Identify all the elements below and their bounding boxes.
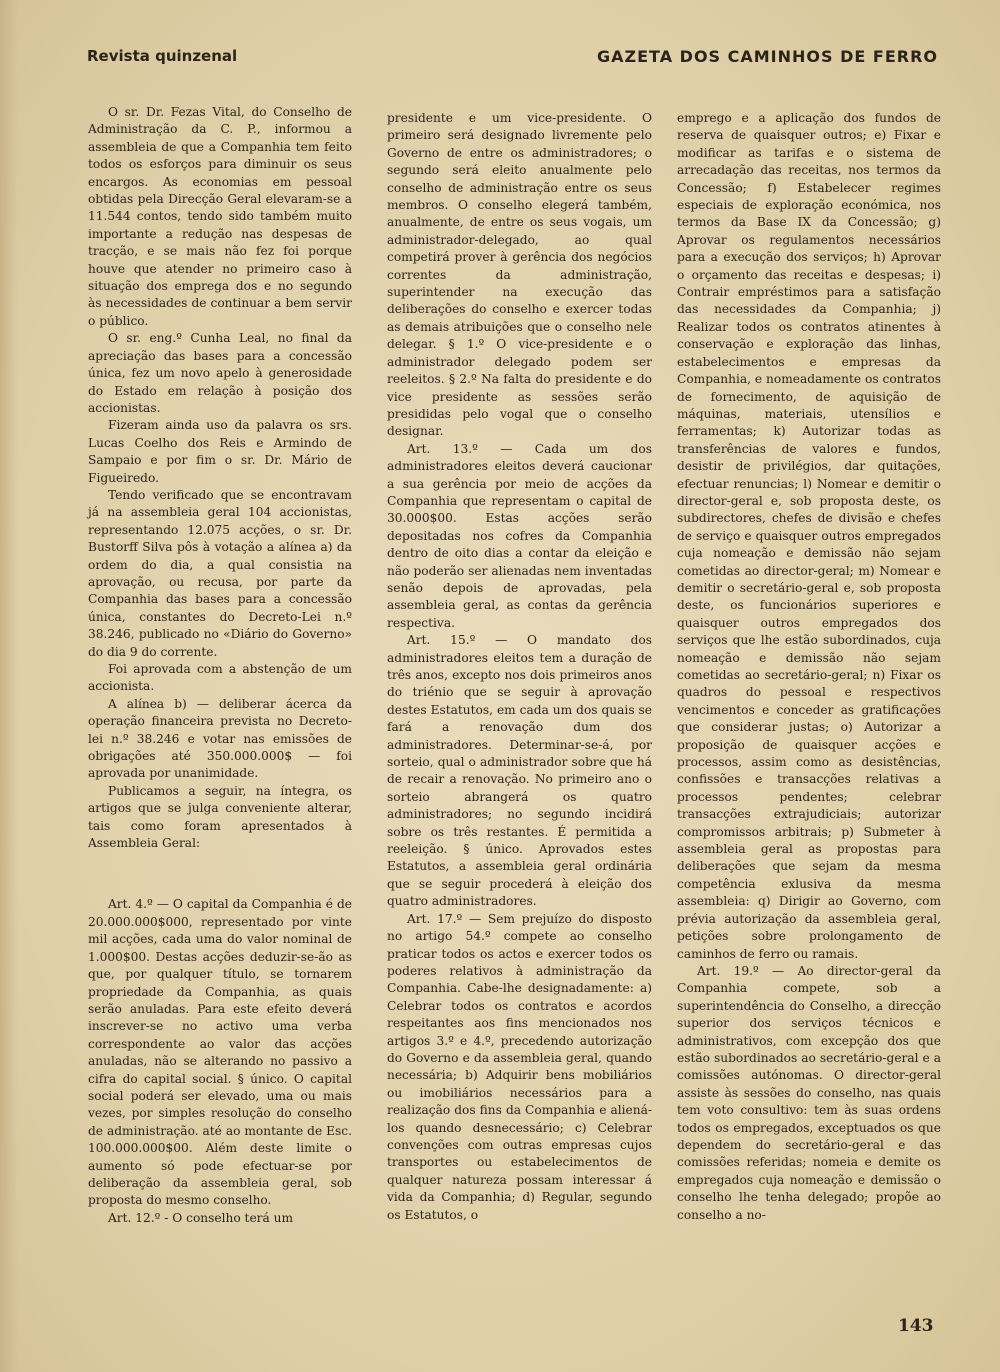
paragraph: Art. 19.º — Ao director-geral da Companhia compete, sob a superintendência do Conselho, a direcção superior dos serviços técnicos e administrativos, com excepção dos que estão subordinados ao secretário-geral e a comissões autónomas. O director-geral assiste às sessões do conselho, nas quais tem voto consultivo: tem às suas ordens todos os empregados, exceptuados os que dependem do secretário-geral e das comissões referidas; nomeia e demite os empregados cuja nomeação e demissão o conselho lhe tenha delegado; propõe ao conselho a no- [677,963,941,1222]
paragraph: Foi aprovada com a abstenção de um accionista. [88,662,352,694]
column-1 [88,104,352,1227]
paragraph: O sr. Dr. Fezas Vital, do Conselho de Administração da C. P., informou a assembleia de que a Companhia tem feito todos os esforços para diminuir os seus encargos. As economias em pessoal obtidas pela Direcção Geral elevaram-se a 11.544 contos, tendo sido também muito importante a redução nas despesas de tracção, e se mais não fez foi porque houve que atender no primeiro caso à situação dos emprega dos e no segundo às necessidades de continuar a bem servir o público. [88,105,352,328]
paragraph: Art. 13.º — Cada um dos administradores eleitos deverá caucionar a sua gerência por meio de acções da Companhia que representam o capital de 30.000$00. Estas acções serão depositadas nos cofres da Companhia dentro de oito dias a contar da eleição e não poderão ser alienadas nem inventadas senão depois de aprovadas, pela assembleia geral, as contas da gerência respectiva. [387,441,652,630]
column-3 [677,110,941,1224]
paragraph: Art. 17.º — Sem prejuízo do disposto no artigo 54.º compete ao conselho praticar todos os actos e exercer todos os poderes relativos à administração da Companhia. Cabe-lhe designadamente: a) Celebrar todos os contratos e acordos respeitantes aos fins mencionados nos artigos 3.º e 4.º, precedendo autorização do Governo e da assembleia geral, quando necessária; b) Adquirir bens mobiliários ou imobiliários necessários para a realização dos fins da Companhia e aliená-los quando desnecessário; c) Celebrar convenções com outras empresas cujos transportes ou estabelecimentos de qualquer natureza possam interessar á vida da Companhia; d) Regular, segundo os Estatutos, o [387,911,652,1222]
header-left: Revista quinzenal [87,47,238,65]
paragraph: A alínea b) — deliberar ácerca da operação financeira prevista no Decreto-lei n.º 38.246 e votar nas emissões de obrigações até 350.000.000$ — foi aprovada por unanimidade. [88,696,352,781]
paragraph: Art. 15.º — O mandato dos administradores eleitos tem a duração de três anos, excepto nos dois primeiros anos do triénio que se seguir à aprovação destes Estatutos, em cada um dos quais se fará a renovação dum dos administradores. Determinar-se-á, por sorteio, qual o administrador sobre que há de recair a renovação. No primeiro ano o sorteio abrangerá os quatro administradores; no segundo incidirá sobre os três restantes. É permitida a reeleição. § único. Aprovados estes Estatutos, a assembleia geral ordinária que se seguir procederá à eleição dos quatro administradores. [387,633,652,909]
paragraph: Fizeram ainda uso da palavra os srs. Lucas Coelho dos Reis e Armindo de Sampaio e por fim o sr. Dr. Mário de Figueiredo. [88,418,352,485]
column-2 [387,110,652,1224]
header-right: GAZETA DOS CAMINHOS DE FERRO [596,47,938,66]
paragraph: O sr. eng.º Cunha Leal, no final da apreciação das bases para a concessão única, fez um novo apelo à generosidade do Estado em relação à posição dos accionistas. [88,331,352,415]
paragraph: presidente e um vice-presidente. O primeiro será designado livremente pelo Governo de entre os administradores; o segundo será eleito anualmente pelo conselho de administração entre os seus membros. O conselho elegerá também, anualmente, de entre os seus vogais, um administrador-delegado, ao qual competirá prover à gerência dos negócios correntes da administração, superintender na execução das deliberações do conselho e exercer todas as demais atribuições que o conselho nele delegar. § 1.º O vice-presidente e o administrador delegado podem ser reeleitos. § 2.º Na falta do presidente e do vice presidente as sessões serão presididas pelo vogal que o conselho designar. [387,111,652,439]
paragraph: Tendo verificado que se encontravam já na assembleia geral 104 accionistas, representando 12.075 acções, o sr. Dr. Bustorff Silva pôs à votação a alínea a) da ordem do dia, a qual consistia na aprovação, ou recusa, por parte da Companhia das bases para a concessão única, constantes do Decreto-Lei n.º 38.246, publicado no «Diário do Governo» do dia 9 do corrente. [88,487,352,659]
section-gap [88,852,352,896]
paragraph: emprego e a aplicação dos fundos de reserva de quaisquer outros; e) Fixar e modificar as tarifas e o sistema de arrecadação das receitas, nos termos da Concessão; f) Estabelecer regimes especiais de exploração económica, nos termos da Base IX da Concessão; g) Aprovar os regulamentos necessários para a execução dos serviços; h) Aprovar o orçamento das receitas e despesas; i) Contrair empréstimos para a satisfação das necessidades da Companhia; j) Realizar todos os contratos atinentes à conservação e exploração das linhas, estabelecimentos e empresas da Companhia, e nomeadamente os contratos de fornecimento, de aquisição de máquinas, materiais, utensílios e ferramentas; k) Autorizar todas as transferências de valores e fundos, desistir de privilégios, dar quitações, efectuar renuncias; l) Nomear e demitir o director-geral e, sob proposta deste, os subdirectores, chefes de divisão e chefes de serviço e quaisquer outros empregados cuja nomeação e demissão não sejam cometidas ao director-geral; m) Nomear e demitir o secretário-geral e, sob proposta deste, os funcionários superiores e quaisquer outros empregados dos serviços que lhe estão subordinados, cuja nomeação e demissão não sejam cometidas ao secretário-geral; n) Fixar os quadros do pessoal e respectivos vencimentos e conceder as gratificações que considerar justas; o) Autorizar a proposição de quaisquer acções e processos, assim como as desistências, confissões e transacções relativas a processos pendentes; celebrar transacções extrajudiciais; autorizar compromissos arbitrais; p) Submeter à assembleia geral as propostas para deliberações que sejam da mesma competência exlusiva da mesma assembleia: q) Dirigir ao Governo, com prévia autorização da assembleia geral, petições sobre prolongamento de caminhos de ferro ou ramais. [677,111,941,961]
page-edge-shade [0,0,18,1372]
paragraph: Art. 4.º — O capital da Companhia é de 20.000.000$000, representado por vinte mil acções, cada uma do valor nominal de 1.000$00. Destas acções deduzir-se-ão as que, por qualquer título, se tornarem propriedade da Companhia, as quais serão anuladas. Para este efeito deverá inscrever-se no activo uma verba correspondente ao valor das acções anuladas, não se alterando no passivo a cifra do capital social. § único. O capital social poderá ser elevado, uma ou mais vezes, por simples resolução do conselho de administração. até ao montante de Esc. 100.000.000$00. Além deste limite o aumento só pode efectuar-se por deliberação da assembleia geral, sob proposta do mesmo conselho. [88,897,352,1208]
paragraph: Art. 12.º - O conselho terá um [108,1210,294,1225]
page-number: 143 [898,1316,934,1336]
paragraph: Publicamos a seguir, na íntegra, os artigos que se julga conveniente alterar, tais como foram apresentados à Assembleia Geral: [88,783,352,851]
